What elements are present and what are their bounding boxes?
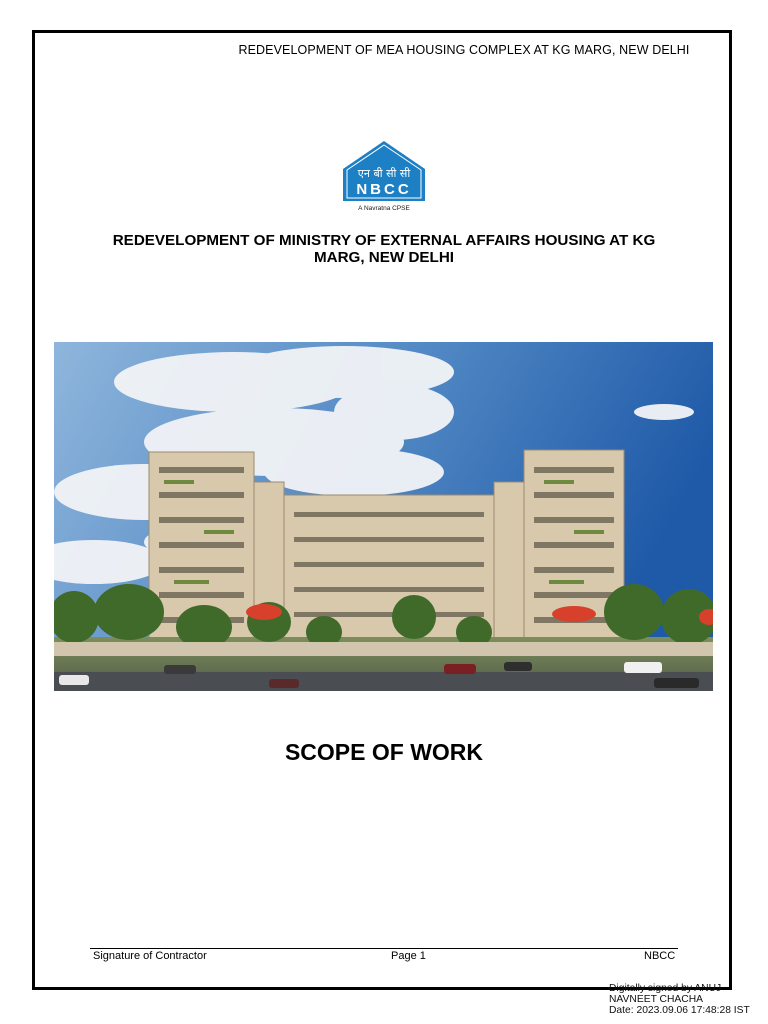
document-title-line-1: REDEVELOPMENT OF MINISTRY OF EXTERNAL AFFAIRS HOUSING AT KG	[112, 232, 656, 249]
logo-hindi-text: एन बी सी सी	[357, 167, 411, 180]
digital-signature-line-1: Digitally signed by ANUJ	[609, 983, 722, 994]
digital-signature	[609, 983, 750, 1016]
footer-signature-label: Signature of Contractor	[93, 950, 207, 962]
nbcc-logo	[341, 139, 427, 213]
digital-signature-line-3: Date: 2023.09.06 17:48:28 IST	[609, 1005, 750, 1016]
footer-page-number: Page 1	[391, 950, 426, 962]
running-header: REDEVELOPMENT OF MEA HOUSING COMPLEX AT KG MARG, NEW DELHI	[238, 43, 690, 57]
digital-signature-line-2: NAVNEET CHACHA	[609, 994, 704, 1005]
scope-of-work-heading: SCOPE OF WORK	[284, 739, 484, 765]
document-title-line-2: MARG, NEW DELHI	[313, 249, 455, 266]
logo-tagline: A Navratna CPSE	[358, 205, 410, 212]
document-title	[84, 232, 684, 266]
footer-rule	[90, 948, 678, 949]
footer-organization: NBCC	[644, 950, 676, 962]
logo-brand-text: NBCC	[356, 181, 412, 198]
cover-image	[54, 342, 713, 691]
